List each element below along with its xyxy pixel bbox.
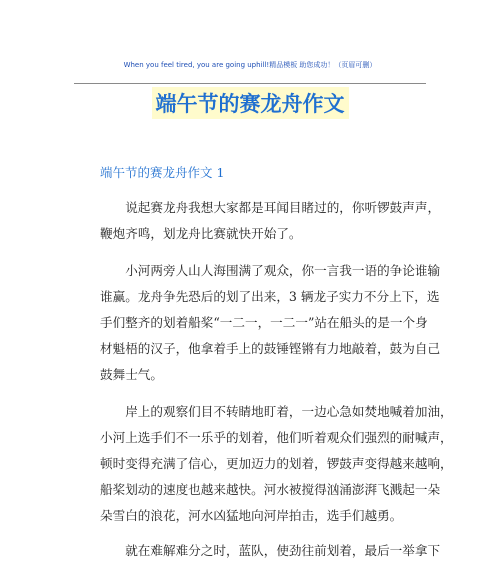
paragraph-3 xyxy=(100,399,453,529)
paragraph-line: 朵雪白的浪花，河水凶猛地向河岸拍击，选手们越勇。 xyxy=(100,508,403,523)
paragraph-2 xyxy=(100,258,441,388)
paragraph-line: 说起赛龙舟我想大家都是耳闻目睹过的，你听锣鼓声声， xyxy=(100,200,441,215)
paragraph-line: 鞭炮齐鸣，划龙舟比赛就快开始了。 xyxy=(100,226,302,241)
document-title: 端午节的赛龙舟作文 xyxy=(152,87,349,119)
page-header-text: When you feel tired, you are going uphill!精品模板 助您成功！（页眉可删） xyxy=(123,61,377,69)
paragraph-4 xyxy=(100,538,441,564)
paragraph-line: 船桨划动的速度也越来越快。河水被搅得汹涌澎湃飞溅起一朵 xyxy=(100,482,441,497)
paragraph-line: 鼓舞士气。 xyxy=(100,367,163,382)
paragraph-line: 手们整齐的划着船桨“一二一，一二一”站在船头的是一个身 xyxy=(100,315,428,330)
paragraph-line: 顿时变得充满了信心，更加迈力的划着，锣鼓声变得越来越响， xyxy=(100,456,453,471)
section-subtitle: 端午节的赛龙舟作文 1 xyxy=(100,165,225,180)
paragraph-line: 谁赢。龙舟争先恐后的划了出来，3 辆龙子实力不分上下，选 xyxy=(100,289,440,304)
title-container xyxy=(0,87,500,119)
paragraph-line: 小河上选手们不一乐乎的划着，他们听着观众们强烈的耐喊声， xyxy=(100,430,453,445)
paragraph-1 xyxy=(100,195,441,247)
header-divider xyxy=(74,83,426,84)
paragraph-line: 就在难解难分之时，蓝队，使劲往前划着，最后一举拿下 xyxy=(100,543,441,558)
paragraph-line: 小河两旁人山人海围满了观众，你一言我一语的争论谁输 xyxy=(100,263,441,278)
paragraph-line: 岸上的观察们目不转睛地盯着，一边心急如焚地喊着加油， xyxy=(100,404,453,419)
paragraph-line: 材魁梧的汉子，他拿着手上的鼓锤铿锵有力地敲着，鼓为自己 xyxy=(100,341,441,356)
